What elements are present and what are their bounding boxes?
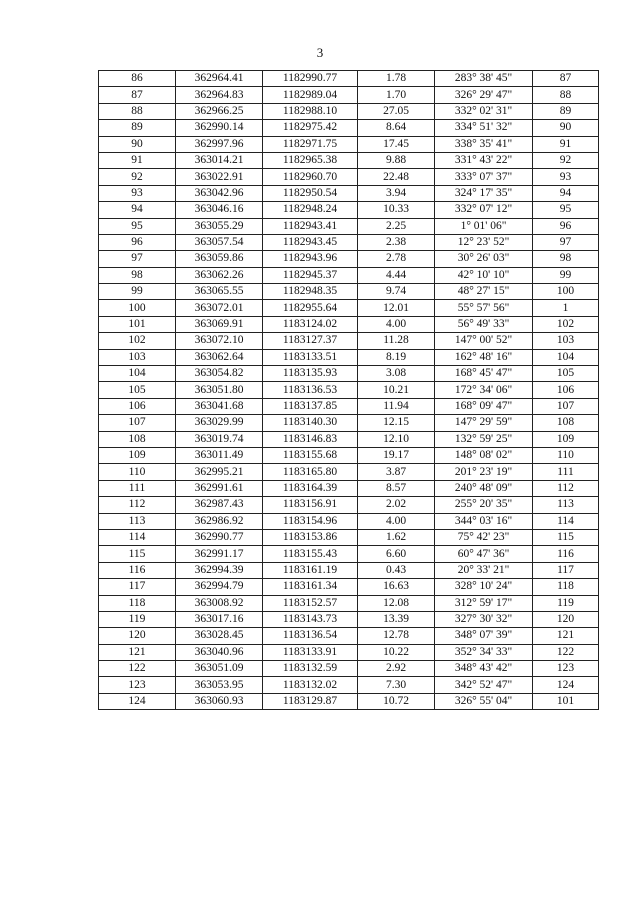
bearing-cell: 332° 02' 31" <box>435 103 533 119</box>
point-number-cell: 114 <box>99 529 176 545</box>
x-coordinate-cell: 363041.68 <box>176 398 263 414</box>
next-point-cell: 110 <box>533 447 599 463</box>
bearing-cell: 334° 51' 32" <box>435 120 533 136</box>
x-coordinate-cell: 363008.92 <box>176 595 263 611</box>
table-row <box>99 480 599 496</box>
point-number-cell: 113 <box>99 513 176 529</box>
bearing-cell: 168° 09' 47" <box>435 398 533 414</box>
next-point-cell: 100 <box>533 284 599 300</box>
table-row <box>99 513 599 529</box>
table-row <box>99 333 599 349</box>
point-number-cell: 93 <box>99 185 176 201</box>
table-row <box>99 152 599 168</box>
table-row <box>99 251 599 267</box>
table-row <box>99 316 599 332</box>
y-coordinate-cell: 1183156.91 <box>263 497 358 513</box>
bearing-cell: 342° 52' 47" <box>435 677 533 693</box>
bearing-cell: 331° 43' 22" <box>435 152 533 168</box>
table-row <box>99 185 599 201</box>
x-coordinate-cell: 363062.64 <box>176 349 263 365</box>
next-point-cell: 117 <box>533 562 599 578</box>
x-coordinate-cell: 362995.21 <box>176 464 263 480</box>
distance-cell: 2.38 <box>358 234 435 250</box>
y-coordinate-cell: 1182988.10 <box>263 103 358 119</box>
table-row <box>99 120 599 136</box>
distance-cell: 4.00 <box>358 513 435 529</box>
y-coordinate-cell: 1183154.96 <box>263 513 358 529</box>
distance-cell: 13.39 <box>358 611 435 627</box>
coordinates-table-body <box>99 71 599 710</box>
y-coordinate-cell: 1183135.93 <box>263 366 358 382</box>
x-coordinate-cell: 363029.99 <box>176 415 263 431</box>
x-coordinate-cell: 363051.09 <box>176 661 263 677</box>
y-coordinate-cell: 1183137.85 <box>263 398 358 414</box>
x-coordinate-cell: 362990.14 <box>176 120 263 136</box>
next-point-cell: 95 <box>533 202 599 218</box>
y-coordinate-cell: 1183127.37 <box>263 333 358 349</box>
next-point-cell: 122 <box>533 644 599 660</box>
bearing-cell: 168° 45' 47" <box>435 366 533 382</box>
bearing-cell: 326° 55' 04" <box>435 693 533 709</box>
distance-cell: 22.48 <box>358 169 435 185</box>
bearing-cell: 352° 34' 33" <box>435 644 533 660</box>
next-point-cell: 92 <box>533 152 599 168</box>
distance-cell: 12.15 <box>358 415 435 431</box>
y-coordinate-cell: 1182943.41 <box>263 218 358 234</box>
next-point-cell: 102 <box>533 316 599 332</box>
x-coordinate-cell: 363017.16 <box>176 611 263 627</box>
next-point-cell: 103 <box>533 333 599 349</box>
x-coordinate-cell: 362997.96 <box>176 136 263 152</box>
point-number-cell: 110 <box>99 464 176 480</box>
table-row <box>99 497 599 513</box>
next-point-cell: 96 <box>533 218 599 234</box>
point-number-cell: 101 <box>99 316 176 332</box>
y-coordinate-cell: 1182950.54 <box>263 185 358 201</box>
table-row <box>99 628 599 644</box>
point-number-cell: 100 <box>99 300 176 316</box>
table-row <box>99 218 599 234</box>
table-row <box>99 366 599 382</box>
table-row <box>99 398 599 414</box>
next-point-cell: 112 <box>533 480 599 496</box>
next-point-cell: 111 <box>533 464 599 480</box>
next-point-cell: 109 <box>533 431 599 447</box>
y-coordinate-cell: 1183155.43 <box>263 546 358 562</box>
y-coordinate-cell: 1183140.30 <box>263 415 358 431</box>
distance-cell: 4.00 <box>358 316 435 332</box>
x-coordinate-cell: 362964.83 <box>176 87 263 103</box>
y-coordinate-cell: 1182975.42 <box>263 120 358 136</box>
x-coordinate-cell: 362994.39 <box>176 562 263 578</box>
point-number-cell: 123 <box>99 677 176 693</box>
point-number-cell: 115 <box>99 546 176 562</box>
y-coordinate-cell: 1183152.57 <box>263 595 358 611</box>
x-coordinate-cell: 363069.91 <box>176 316 263 332</box>
y-coordinate-cell: 1183136.54 <box>263 628 358 644</box>
point-number-cell: 98 <box>99 267 176 283</box>
x-coordinate-cell: 363059.86 <box>176 251 263 267</box>
next-point-cell: 98 <box>533 251 599 267</box>
bearing-cell: 283° 38' 45" <box>435 71 533 87</box>
bearing-cell: 42° 10' 10" <box>435 267 533 283</box>
x-coordinate-cell: 363051.80 <box>176 382 263 398</box>
bearing-cell: 240° 48' 09" <box>435 480 533 496</box>
table-row <box>99 202 599 218</box>
bearing-cell: 324° 17' 35" <box>435 185 533 201</box>
point-number-cell: 105 <box>99 382 176 398</box>
point-number-cell: 94 <box>99 202 176 218</box>
next-point-cell: 97 <box>533 234 599 250</box>
y-coordinate-cell: 1183124.02 <box>263 316 358 332</box>
point-number-cell: 102 <box>99 333 176 349</box>
table-row <box>99 579 599 595</box>
distance-cell: 12.10 <box>358 431 435 447</box>
table-row <box>99 611 599 627</box>
next-point-cell: 114 <box>533 513 599 529</box>
table-row <box>99 431 599 447</box>
distance-cell: 12.01 <box>358 300 435 316</box>
next-point-cell: 121 <box>533 628 599 644</box>
point-number-cell: 122 <box>99 661 176 677</box>
bearing-cell: 147° 29' 59" <box>435 415 533 431</box>
distance-cell: 27.05 <box>358 103 435 119</box>
x-coordinate-cell: 363040.96 <box>176 644 263 660</box>
distance-cell: 19.17 <box>358 447 435 463</box>
x-coordinate-cell: 363014.21 <box>176 152 263 168</box>
y-coordinate-cell: 1183133.51 <box>263 349 358 365</box>
point-number-cell: 120 <box>99 628 176 644</box>
x-coordinate-cell: 362990.77 <box>176 529 263 545</box>
x-coordinate-cell: 363055.29 <box>176 218 263 234</box>
x-coordinate-cell: 363065.55 <box>176 284 263 300</box>
bearing-cell: 327° 30' 32" <box>435 611 533 627</box>
next-point-cell: 119 <box>533 595 599 611</box>
next-point-cell: 1 <box>533 300 599 316</box>
next-point-cell: 104 <box>533 349 599 365</box>
point-number-cell: 108 <box>99 431 176 447</box>
point-number-cell: 109 <box>99 447 176 463</box>
next-point-cell: 94 <box>533 185 599 201</box>
table-row <box>99 529 599 545</box>
table-row <box>99 415 599 431</box>
point-number-cell: 96 <box>99 234 176 250</box>
table-row <box>99 693 599 709</box>
bearing-cell: 255° 20' 35" <box>435 497 533 513</box>
x-coordinate-cell: 363019.74 <box>176 431 263 447</box>
y-coordinate-cell: 1183133.91 <box>263 644 358 660</box>
bearing-cell: 172° 34' 06" <box>435 382 533 398</box>
bearing-cell: 344° 03' 16" <box>435 513 533 529</box>
table-row <box>99 382 599 398</box>
point-number-cell: 118 <box>99 595 176 611</box>
x-coordinate-cell: 363072.10 <box>176 333 263 349</box>
distance-cell: 2.25 <box>358 218 435 234</box>
point-number-cell: 111 <box>99 480 176 496</box>
next-point-cell: 118 <box>533 579 599 595</box>
bearing-cell: 56° 49' 33" <box>435 316 533 332</box>
y-coordinate-cell: 1182948.24 <box>263 202 358 218</box>
point-number-cell: 103 <box>99 349 176 365</box>
y-coordinate-cell: 1183146.83 <box>263 431 358 447</box>
point-number-cell: 119 <box>99 611 176 627</box>
point-number-cell: 88 <box>99 103 176 119</box>
y-coordinate-cell: 1183132.59 <box>263 661 358 677</box>
page-number: 3 <box>316 45 324 60</box>
x-coordinate-cell: 363028.45 <box>176 628 263 644</box>
point-number-cell: 112 <box>99 497 176 513</box>
distance-cell: 16.63 <box>358 579 435 595</box>
y-coordinate-cell: 1182990.77 <box>263 71 358 87</box>
distance-cell: 6.60 <box>358 546 435 562</box>
next-point-cell: 116 <box>533 546 599 562</box>
next-point-cell: 90 <box>533 120 599 136</box>
bearing-cell: 132° 59' 25" <box>435 431 533 447</box>
next-point-cell: 106 <box>533 382 599 398</box>
distance-cell: 10.72 <box>358 693 435 709</box>
distance-cell: 10.22 <box>358 644 435 660</box>
distance-cell: 1.70 <box>358 87 435 103</box>
point-number-cell: 89 <box>99 120 176 136</box>
point-number-cell: 87 <box>99 87 176 103</box>
table-row <box>99 349 599 365</box>
x-coordinate-cell: 363053.95 <box>176 677 263 693</box>
bearing-cell: 148° 08' 02" <box>435 447 533 463</box>
next-point-cell: 105 <box>533 366 599 382</box>
bearing-cell: 20° 33' 21" <box>435 562 533 578</box>
y-coordinate-cell: 1183155.68 <box>263 447 358 463</box>
y-coordinate-cell: 1182943.96 <box>263 251 358 267</box>
distance-cell: 8.57 <box>358 480 435 496</box>
next-point-cell: 113 <box>533 497 599 513</box>
distance-cell: 10.33 <box>358 202 435 218</box>
next-point-cell: 88 <box>533 87 599 103</box>
next-point-cell: 124 <box>533 677 599 693</box>
x-coordinate-cell: 363060.93 <box>176 693 263 709</box>
bearing-cell: 326° 29' 47" <box>435 87 533 103</box>
next-point-cell: 108 <box>533 415 599 431</box>
x-coordinate-cell: 362987.43 <box>176 497 263 513</box>
bearing-cell: 75° 42' 23" <box>435 529 533 545</box>
distance-cell: 1.62 <box>358 529 435 545</box>
table-row <box>99 136 599 152</box>
y-coordinate-cell: 1182943.45 <box>263 234 358 250</box>
point-number-cell: 117 <box>99 579 176 595</box>
bearing-cell: 348° 43' 42" <box>435 661 533 677</box>
distance-cell: 9.88 <box>358 152 435 168</box>
distance-cell: 11.28 <box>358 333 435 349</box>
next-point-cell: 93 <box>533 169 599 185</box>
table-row <box>99 71 599 87</box>
x-coordinate-cell: 363022.91 <box>176 169 263 185</box>
point-number-cell: 86 <box>99 71 176 87</box>
y-coordinate-cell: 1183129.87 <box>263 693 358 709</box>
bearing-cell: 48° 27' 15" <box>435 284 533 300</box>
distance-cell: 2.78 <box>358 251 435 267</box>
bearing-cell: 147° 00' 52" <box>435 333 533 349</box>
distance-cell: 8.19 <box>358 349 435 365</box>
bearing-cell: 55° 57' 56" <box>435 300 533 316</box>
point-number-cell: 91 <box>99 152 176 168</box>
next-point-cell: 115 <box>533 529 599 545</box>
next-point-cell: 101 <box>533 693 599 709</box>
table-row <box>99 661 599 677</box>
x-coordinate-cell: 363042.96 <box>176 185 263 201</box>
distance-cell: 12.08 <box>358 595 435 611</box>
y-coordinate-cell: 1183136.53 <box>263 382 358 398</box>
x-coordinate-cell: 362991.17 <box>176 546 263 562</box>
distance-cell: 3.08 <box>358 366 435 382</box>
next-point-cell: 87 <box>533 71 599 87</box>
distance-cell: 2.02 <box>358 497 435 513</box>
y-coordinate-cell: 1183165.80 <box>263 464 358 480</box>
y-coordinate-cell: 1182989.04 <box>263 87 358 103</box>
next-point-cell: 99 <box>533 267 599 283</box>
table-row <box>99 644 599 660</box>
table-row <box>99 595 599 611</box>
x-coordinate-cell: 362966.25 <box>176 103 263 119</box>
distance-cell: 8.64 <box>358 120 435 136</box>
x-coordinate-cell: 363046.16 <box>176 202 263 218</box>
bearing-cell: 333° 07' 37" <box>435 169 533 185</box>
bearing-cell: 348° 07' 39" <box>435 628 533 644</box>
point-number-cell: 124 <box>99 693 176 709</box>
bearing-cell: 332° 07' 12" <box>435 202 533 218</box>
bearing-cell: 201° 23' 19" <box>435 464 533 480</box>
next-point-cell: 91 <box>533 136 599 152</box>
distance-cell: 12.78 <box>358 628 435 644</box>
bearing-cell: 30° 26' 03" <box>435 251 533 267</box>
table-row <box>99 677 599 693</box>
x-coordinate-cell: 363072.01 <box>176 300 263 316</box>
x-coordinate-cell: 362986.92 <box>176 513 263 529</box>
distance-cell: 3.94 <box>358 185 435 201</box>
point-number-cell: 99 <box>99 284 176 300</box>
y-coordinate-cell: 1183161.34 <box>263 579 358 595</box>
bearing-cell: 60° 47' 36" <box>435 546 533 562</box>
bearing-cell: 12° 23' 52" <box>435 234 533 250</box>
y-coordinate-cell: 1182965.38 <box>263 152 358 168</box>
x-coordinate-cell: 362964.41 <box>176 71 263 87</box>
y-coordinate-cell: 1183164.39 <box>263 480 358 496</box>
point-number-cell: 95 <box>99 218 176 234</box>
table-row <box>99 300 599 316</box>
distance-cell: 4.44 <box>358 267 435 283</box>
distance-cell: 1.78 <box>358 71 435 87</box>
point-number-cell: 97 <box>99 251 176 267</box>
bearing-cell: 328° 10' 24" <box>435 579 533 595</box>
y-coordinate-cell: 1182945.37 <box>263 267 358 283</box>
next-point-cell: 120 <box>533 611 599 627</box>
table-row <box>99 546 599 562</box>
x-coordinate-cell: 363062.26 <box>176 267 263 283</box>
point-number-cell: 116 <box>99 562 176 578</box>
table-row <box>99 87 599 103</box>
y-coordinate-cell: 1182960.70 <box>263 169 358 185</box>
y-coordinate-cell: 1183132.02 <box>263 677 358 693</box>
next-point-cell: 89 <box>533 103 599 119</box>
x-coordinate-cell: 363054.82 <box>176 366 263 382</box>
distance-cell: 3.87 <box>358 464 435 480</box>
table-row <box>99 284 599 300</box>
y-coordinate-cell: 1182971.75 <box>263 136 358 152</box>
table-row <box>99 267 599 283</box>
bearing-cell: 338° 35' 41" <box>435 136 533 152</box>
point-number-cell: 121 <box>99 644 176 660</box>
y-coordinate-cell: 1182948.35 <box>263 284 358 300</box>
x-coordinate-cell: 363057.54 <box>176 234 263 250</box>
x-coordinate-cell: 362991.61 <box>176 480 263 496</box>
x-coordinate-cell: 363011.49 <box>176 447 263 463</box>
table-row <box>99 169 599 185</box>
point-number-cell: 106 <box>99 398 176 414</box>
y-coordinate-cell: 1183161.19 <box>263 562 358 578</box>
next-point-cell: 107 <box>533 398 599 414</box>
table-row <box>99 562 599 578</box>
bearing-cell: 312° 59' 17" <box>435 595 533 611</box>
y-coordinate-cell: 1183153.86 <box>263 529 358 545</box>
table-row <box>99 103 599 119</box>
distance-cell: 11.94 <box>358 398 435 414</box>
distance-cell: 7.30 <box>358 677 435 693</box>
distance-cell: 17.45 <box>358 136 435 152</box>
x-coordinate-cell: 362994.79 <box>176 579 263 595</box>
point-number-cell: 107 <box>99 415 176 431</box>
y-coordinate-cell: 1182955.64 <box>263 300 358 316</box>
next-point-cell: 123 <box>533 661 599 677</box>
table-row <box>99 234 599 250</box>
bearing-cell: 162° 48' 16" <box>435 349 533 365</box>
point-number-cell: 90 <box>99 136 176 152</box>
table-row <box>99 447 599 463</box>
point-number-cell: 92 <box>99 169 176 185</box>
bearing-cell: 1° 01' 06" <box>435 218 533 234</box>
distance-cell: 0.43 <box>358 562 435 578</box>
distance-cell: 9.74 <box>358 284 435 300</box>
coordinates-table <box>98 70 599 710</box>
table-row <box>99 464 599 480</box>
distance-cell: 2.92 <box>358 661 435 677</box>
distance-cell: 10.21 <box>358 382 435 398</box>
y-coordinate-cell: 1183143.73 <box>263 611 358 627</box>
point-number-cell: 104 <box>99 366 176 382</box>
